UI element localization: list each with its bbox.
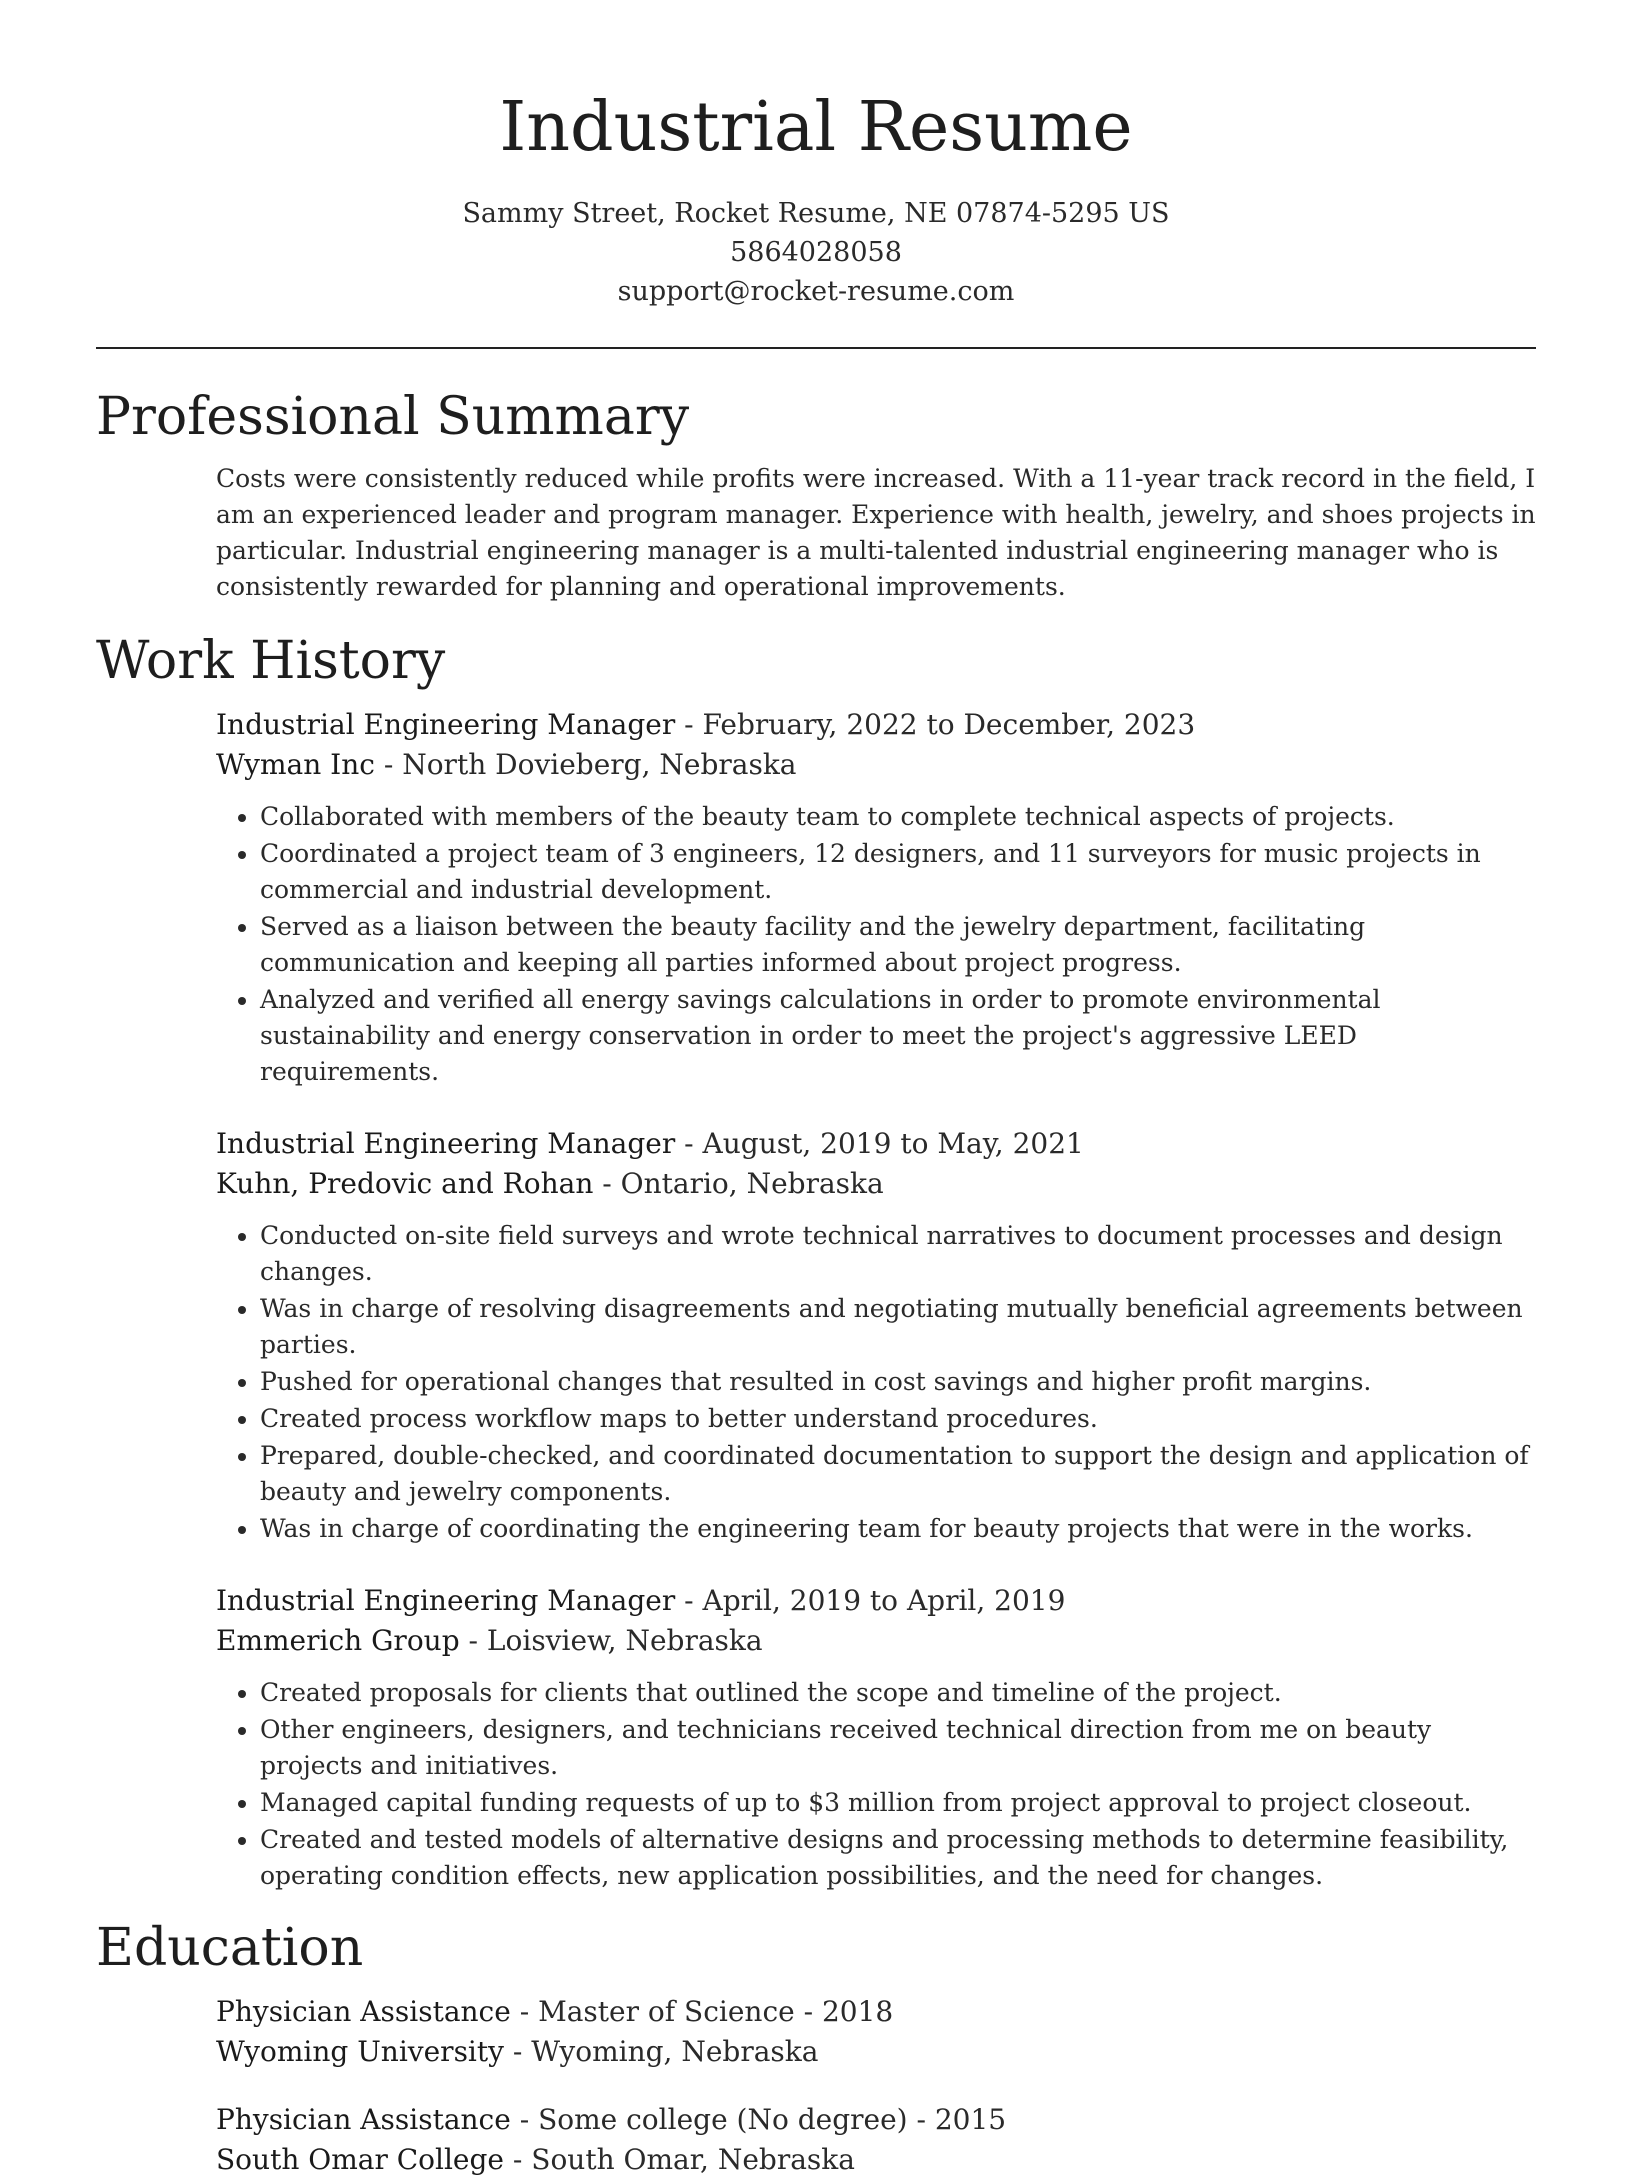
education-school-line: Wyoming University - Wyoming, Nebraska [216, 2035, 819, 2068]
work-history-section [96, 629, 1536, 1894]
job-company-line: Emmerich Group - Loisview, Nebraska [216, 1624, 763, 1657]
summary-heading: Professional Summary [96, 387, 690, 447]
job-bullet: • Coordinated a project team of 3 engineers, 12 designers, and 11 surveyors for music projects in commercial and industrial development. [260, 836, 1536, 908]
education-degree: Some college (No degree) [538, 2103, 908, 2136]
summary-section [96, 385, 1536, 605]
education-degree-line: Physician Assistance - Master of Science - 2018 [216, 1995, 894, 2028]
education-entry [216, 1992, 1536, 2072]
job-bullet: • Created process workflow maps to better understand procedures. [260, 1401, 1536, 1437]
job-bullet-list [216, 799, 1536, 1090]
education-location: South Omar, Nebraska [531, 2143, 855, 2176]
job-dates: August, 2019 to May, 2021 [702, 1127, 1084, 1160]
job-bullet: • Was in charge of resolving disagreements and negotiating mutually beneficial agreements between parties. [260, 1291, 1536, 1363]
resume-header [96, 0, 1536, 311]
header-divider [96, 347, 1536, 349]
education-field: Physician Assistance [216, 1995, 511, 2028]
job-company-line: Kuhn, Predovic and Rohan - Ontario, Nebraska [216, 1167, 884, 1200]
job-title-line: Industrial Engineering Manager - February, 2022 to December, 2023 [216, 708, 1196, 741]
job-bullet: • Created proposals for clients that outlined the scope and timeline of the project. [260, 1675, 1536, 1711]
education-field: Physician Assistance [216, 2103, 511, 2136]
job-company-line: Wyman Inc - North Dovieberg, Nebraska [216, 748, 797, 781]
job-bullet: • Prepared, double-checked, and coordinated documentation to support the design and application of beauty and jewelry components. [260, 1438, 1536, 1510]
job-bullet-list [216, 1675, 1536, 1894]
job-company: Emmerich Group [216, 1624, 460, 1657]
job-bullet: • Was in charge of coordinating the engineering team for beauty projects that were in the works. [260, 1511, 1536, 1547]
resume-title: Industrial Resume [499, 88, 1133, 167]
job-entry [216, 1124, 1536, 1547]
education-location: Wyoming, Nebraska [531, 2035, 819, 2068]
job-entry [216, 1581, 1536, 1894]
education-school: Wyoming University [216, 2035, 504, 2068]
contact-phone: 5864028058 [730, 237, 902, 268]
job-bullet: • Managed capital funding requests of up to $3 million from project approval to project closeout. [260, 1785, 1536, 1821]
education-year: 2015 [934, 2103, 1007, 2136]
job-title: Industrial Engineering Manager [216, 1127, 676, 1160]
education-degree: Master of Science [538, 1995, 795, 2028]
job-dates: February, 2022 to December, 2023 [702, 708, 1196, 741]
job-company: Kuhn, Predovic and Rohan [216, 1167, 594, 1200]
job-bullet: • Collaborated with members of the beauty team to complete technical aspects of projects. [260, 799, 1536, 835]
job-title-line: Industrial Engineering Manager - April, 2019 to April, 2019 [216, 1584, 1066, 1617]
education-entry [216, 2100, 1536, 2180]
job-bullet: • Conducted on-site field surveys and wrote technical narratives to document processes and design changes. [260, 1218, 1536, 1290]
job-title: Industrial Engineering Manager [216, 1584, 676, 1617]
contact-email: support@rocket-resume.com [617, 276, 1015, 307]
job-bullet: • Served as a liaison between the beauty facility and the jewelry department, facilitating communication and keeping all parties informed about project progress. [260, 909, 1536, 981]
education-school-line: South Omar College - South Omar, Nebraska [216, 2143, 855, 2176]
job-dates: April, 2019 to April, 2019 [702, 1584, 1066, 1617]
job-bullet: • Analyzed and verified all energy savings calculations in order to promote environmental sustainability and energy conservation in order to meet the project's aggressive LEED requirements. [260, 982, 1536, 1090]
job-bullet: • Pushed for operational changes that resulted in cost savings and higher profit margins. [260, 1364, 1536, 1400]
education-degree-line: Physician Assistance - Some college (No degree) - 2015 [216, 2103, 1007, 2136]
summary-text: Costs were consistently reduced while profits were increased. With a 11-year track record in the field, I am an experienced leader and program manager. Experience with health, jewelry, and shoes projects in particular. Industrial engineering manager is a multi-talented industrial engineering manager who is consistently rewarded for planning and operational improvements. [216, 464, 1536, 601]
education-heading: Education [96, 1918, 364, 1978]
job-bullet: • Created and tested models of alternative designs and processing methods to determine feasibility, operating condition effects, new application possibilities, and the need for changes. [260, 1822, 1536, 1894]
job-bullet: • Other engineers, designers, and technicians received technical direction from me on beauty projects and initiatives. [260, 1712, 1536, 1784]
job-location: Ontario, Nebraska [620, 1167, 884, 1200]
job-location: North Dovieberg, Nebraska [402, 748, 797, 781]
education-school: South Omar College [216, 2143, 504, 2176]
work-history-heading: Work History [96, 631, 446, 691]
job-company: Wyman Inc [216, 748, 375, 781]
job-bullet-list [216, 1218, 1536, 1547]
education-year: 2018 [821, 1995, 894, 2028]
job-title-line: Industrial Engineering Manager - August, 2019 to May, 2021 [216, 1127, 1084, 1160]
job-entry [216, 705, 1536, 1090]
job-title: Industrial Engineering Manager [216, 708, 676, 741]
contact-block [96, 194, 1536, 311]
job-location: Loisview, Nebraska [486, 1624, 763, 1657]
contact-address: Sammy Street, Rocket Resume, NE 07874-5295 US [462, 198, 1170, 229]
education-section [96, 1916, 1536, 2180]
